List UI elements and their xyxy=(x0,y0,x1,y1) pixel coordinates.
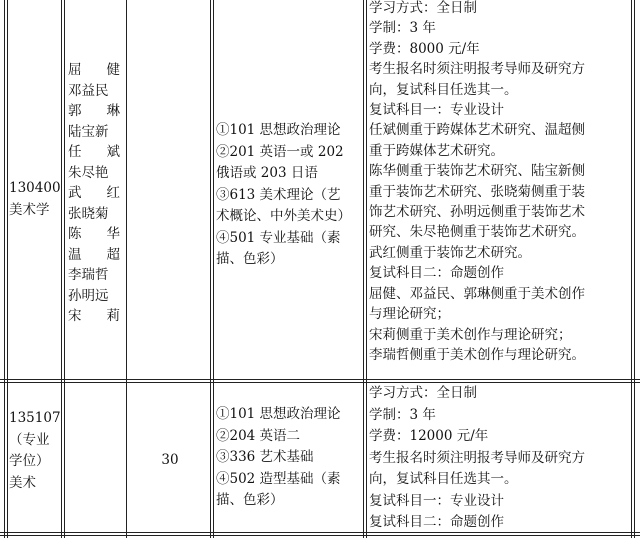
supervisor-list xyxy=(64,60,126,327)
note-line: 研究、朱尽艳侧重于装饰艺术研究。 xyxy=(369,224,585,241)
program-name: 美术 xyxy=(9,474,36,491)
program-name: 美术学 xyxy=(9,201,50,218)
program-name: 学位） xyxy=(9,453,50,469)
note-line: 学费：12000 元/年 xyxy=(369,428,489,444)
supervisor-name: 屈 健 xyxy=(68,62,120,78)
program-code: 130400 xyxy=(9,180,61,196)
supervisor-name: 郭 琳 xyxy=(68,103,120,119)
exam-subject-line: ④501 专业基础（素 xyxy=(216,229,341,246)
exam-subject-line: ①101 思想政治理论 xyxy=(216,122,341,138)
note-line: 陈华侧重于装饰艺术研究、陆宝新侧 xyxy=(369,163,585,180)
note-line: 向，复试科目任选其一。 xyxy=(369,471,518,487)
program-name: （专业 xyxy=(9,431,50,448)
column-divider xyxy=(366,0,367,538)
row-divider xyxy=(0,379,640,380)
note-line: 与理论研究； xyxy=(369,306,450,323)
note-line: 学习方式：全日制 xyxy=(369,0,477,16)
exam-subjects-cell xyxy=(216,404,362,512)
program-code-cell xyxy=(9,408,61,494)
table-border-right xyxy=(631,0,632,538)
note-line: 重于装饰艺术研究、张晓菊侧重于装 xyxy=(369,183,585,200)
exam-subject-line: ②204 英语二 xyxy=(216,427,301,444)
column-divider xyxy=(61,0,62,538)
note-line: 考生报名时须注明报考导师及研究方 xyxy=(369,449,585,466)
supervisor-name: 任 斌 xyxy=(68,144,120,160)
note-line: 复试科目二：命题创作 xyxy=(369,265,504,282)
note-line: 任斌侧重于跨媒体艺术研究、温超侧 xyxy=(369,122,585,139)
supervisor-name: 孙明远 xyxy=(68,287,109,304)
column-divider xyxy=(363,0,364,538)
table-border-bottom-outer xyxy=(0,535,640,536)
supervisor-name: 陈 华 xyxy=(68,226,120,242)
supervisor-name: 张晓菊 xyxy=(68,205,109,222)
column-divider xyxy=(213,0,214,538)
enrollment-count: 30 xyxy=(161,452,179,468)
program-code: 135107 xyxy=(9,410,61,426)
note-line: 学费：8000 元/年 xyxy=(369,40,480,57)
supervisor-name: 温 超 xyxy=(68,246,120,263)
note-line: 李瑞哲侧重于美术创作与理论研究。 xyxy=(369,346,585,363)
note-line: 武红侧重于装饰艺术研究。 xyxy=(369,244,531,261)
exam-subject-line: 描、色彩） xyxy=(216,492,284,508)
note-line: 复试科目一：专业设计 xyxy=(369,102,504,119)
supervisor-name: 陆宝新 xyxy=(68,123,109,140)
exam-subject-line: ②201 英语一或 202 xyxy=(216,143,344,160)
table-border-left-inner xyxy=(7,0,8,538)
column-divider xyxy=(210,0,211,538)
note-line: 屈健、邓益民、郭琳侧重于美术创作 xyxy=(369,285,585,302)
note-line: 复试科目一：专业设计 xyxy=(369,492,504,509)
exam-subject-line: 描、色彩） xyxy=(216,251,284,267)
supervisor-name: 李瑞哲 xyxy=(68,267,109,283)
exam-subject-line: ①101 思想政治理论 xyxy=(216,406,341,422)
note-line: 复试科目二：命题创作 xyxy=(369,514,504,530)
note-line: 学习方式：全日制 xyxy=(369,385,477,401)
exam-subject-line: ③613 美术理论（艺 xyxy=(216,186,341,203)
note-line: 重于跨媒体艺术研究。 xyxy=(369,142,504,159)
exam-subjects-cell xyxy=(216,120,362,271)
note-line: 学制：3 年 xyxy=(369,406,436,423)
note-line: 向，复试科目任选其一。 xyxy=(369,81,518,98)
supervisor-name: 宋 莉 xyxy=(68,308,120,324)
program-code-cell xyxy=(9,178,61,221)
note-line: 考生报名时须注明报考导师及研究方 xyxy=(369,61,585,78)
table-border-left xyxy=(4,0,5,538)
exam-subject-line: 术概论、中外美术史） xyxy=(216,208,351,224)
note-line: 宋莉侧重于美术创作与理论研究； xyxy=(369,326,572,343)
exam-subject-line: 俄语或 203 日语 xyxy=(216,165,318,181)
exam-subject-line: ④502 造型基础（素 xyxy=(216,470,341,487)
notes-cell xyxy=(369,383,629,534)
note-line: 饰艺术研究、孙明远侧重于装饰艺术 xyxy=(369,204,585,221)
exam-subject-line: ③336 艺术基础 xyxy=(216,449,314,465)
table-border-right-outer xyxy=(634,0,635,538)
column-divider xyxy=(126,0,127,538)
notes-cell xyxy=(369,0,629,365)
supervisor-name: 武 红 xyxy=(68,185,120,201)
note-line: 学制：3 年 xyxy=(369,20,436,37)
supervisor-name: 朱尽艳 xyxy=(68,164,109,181)
supervisor-name: 邓益民 xyxy=(68,82,109,99)
